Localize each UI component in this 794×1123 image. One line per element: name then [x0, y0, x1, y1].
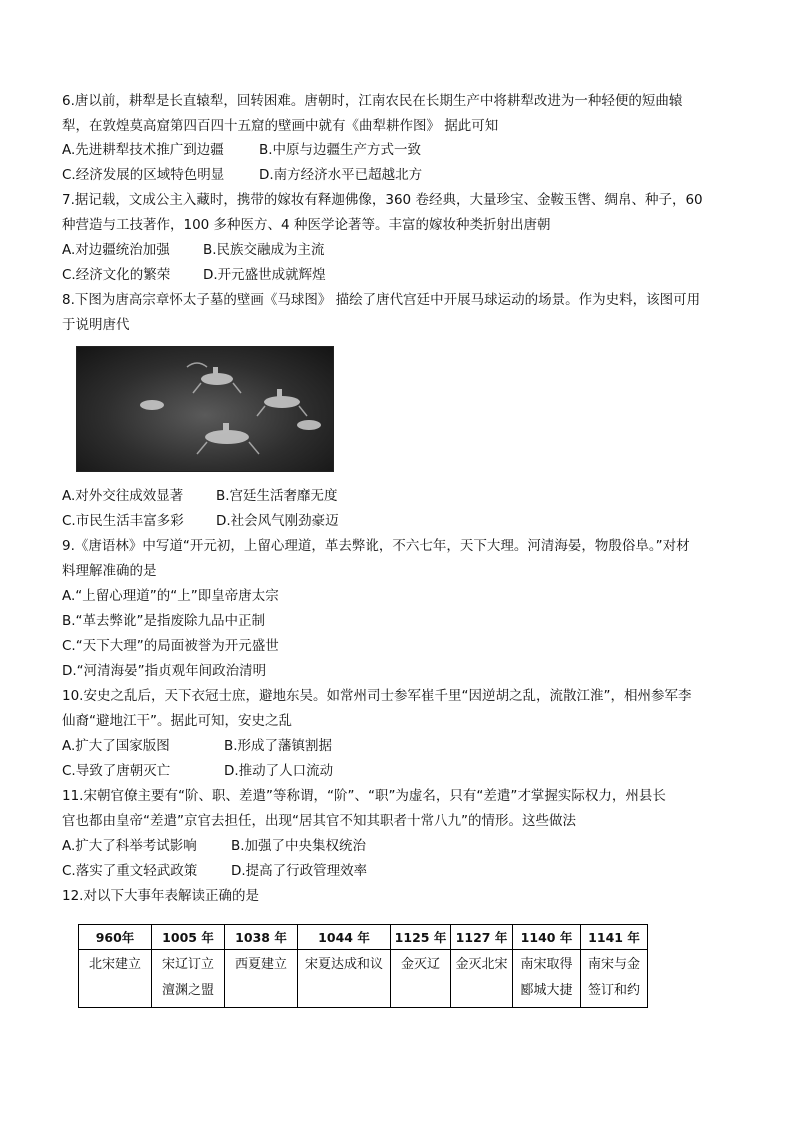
question-10-option-d: D.推动了人口流动 [224, 763, 334, 779]
event-cell [79, 950, 152, 1008]
event-cell [391, 950, 451, 1008]
question-7-line-1: 7.据记载，文成公主入藏时，携带的嫁妆有释迦佛像，360 卷经典，大量珍宝、金鞍玉辔、绸帛、种子，60 [62, 192, 703, 208]
question-8-option-c: C.市民生活丰富多彩 [62, 513, 184, 529]
chronology-table [78, 924, 648, 1008]
question-7-option-d: D.开元盛世成就辉煌 [203, 267, 326, 283]
question-10-option-a: A.扩大了国家版图 [62, 738, 170, 754]
question-6-line-1: 6.唐以前，耕犁是长直辕犁，回转困难。唐朝时，江南农民在长期生产中将耕犁改进为一种轻便的短曲辕 [62, 93, 683, 109]
year-cell: 1005 年 [152, 925, 225, 950]
event-text: 宋辽订立 [161, 957, 214, 972]
event-text: 西夏建立 [234, 957, 287, 972]
event-text: 金灭北宋 [455, 957, 508, 972]
year-cell: 1044 年 [298, 925, 391, 950]
question-11-option-c: C.落实了重文轻武政策 [62, 863, 198, 879]
table-header-row [79, 925, 648, 950]
question-10-line-2: 仙裔“避地江干”。据此可知，安史之乱 [62, 713, 292, 729]
question-9-option-b: B.“革去弊讹”是指废除九品中正制 [62, 613, 266, 629]
event-text: 金灭辽 [400, 957, 440, 972]
question-7-option-b: B.民族交融成为主流 [203, 242, 325, 258]
question-7-option-a: A.对边疆统治加强 [62, 242, 170, 258]
year-cell: 1141 年 [581, 925, 648, 950]
question-8-line-1: 8.下图为唐高宗章怀太子墓的壁画《马球图》 描绘了唐代宫廷中开展马球运动的场景。作为史料，该图可用 [62, 292, 701, 308]
event-cell [581, 950, 648, 1008]
event-text: 南宋取得 [520, 957, 573, 972]
question-11-option-d: D.提高了行政管理效率 [231, 863, 368, 879]
event-text: 签订和约 [587, 983, 640, 998]
year-cell: 1038 年 [225, 925, 298, 950]
year-cell: 1140 年 [513, 925, 581, 950]
event-cell [298, 950, 391, 1008]
question-8-option-a: A.对外交往成效显著 [62, 488, 184, 504]
table-row [79, 950, 648, 1008]
event-text: 北宋建立 [88, 957, 141, 972]
question-7-line-2: 种营造与工技著作，100 多种医方、4 种医学论著等。丰富的嫁妆种类折射出唐朝 [62, 217, 551, 233]
question-10-option-c: C.导致了唐朝灭亡 [62, 763, 171, 779]
question-10-option-b: B.形成了藩镇割据 [224, 738, 333, 754]
question-6-option-b: B.中原与边疆生产方式一致 [259, 142, 422, 158]
event-text: 宋夏达成和议 [304, 957, 383, 972]
event-text: 澶渊之盟 [161, 983, 214, 998]
event-text: 南宋与金 [587, 957, 640, 972]
event-cell [152, 950, 225, 1008]
event-cell [451, 950, 513, 1008]
event-text: 郾城大捷 [520, 983, 573, 998]
question-6-option-c: C.经济发展的区域特色明显 [62, 167, 225, 183]
question-10-line-1: 10.安史之乱后，天下衣冠士庶，避地东吴。如常州司士参军崔千里“因逆胡之乱，流散江淮”，相州参军李 [62, 688, 692, 704]
question-6-option-d: D.南方经济水平已超越北方 [259, 167, 423, 183]
question-9-option-a: A.“上留心理道”的“上”即皇帝唐太宗 [62, 588, 279, 604]
question-9-line-1: 9.《唐语林》中写道“开元初，上留心理道，革去弊讹，不六七年，天下大理。河清海晏，物殷俗阜。”对材 [62, 538, 690, 554]
question-9-option-c: C.“天下大理”的局面被誉为开元盛世 [62, 638, 279, 654]
question-6-line-2: 犁，在敦煌莫高窟第四百四十五窟的壁画中就有《曲犁耕作图》 据此可知 [62, 118, 499, 134]
year-cell: 1125 年 [391, 925, 451, 950]
question-8-option-b: B.宫廷生活奢靡无度 [216, 488, 338, 504]
polo-mural-image [76, 346, 334, 472]
question-8-line-2: 于说明唐代 [62, 317, 130, 333]
question-11-option-b: B.加强了中央集权统治 [231, 838, 367, 854]
year-cell: 960年 [79, 925, 152, 950]
polo-players-illustration [77, 347, 333, 471]
question-9-line-2: 料理解准确的是 [62, 563, 157, 579]
question-6-option-a: A.先进耕犁技术推广到边疆 [62, 142, 224, 158]
question-7-option-c: C.经济文化的繁荣 [62, 267, 171, 283]
question-11-option-a: A.扩大了科举考试影响 [62, 838, 197, 854]
question-9-option-d: D.“河清海晏”指贞观年间政治清明 [62, 663, 267, 679]
year-cell: 1127 年 [451, 925, 513, 950]
question-11-line-1: 11.宋朝官僚主要有“阶、职、差遣”等称谓，“阶”、“职”为虚名，只有“差遣”才掌握实际权力，州县长 [62, 788, 666, 804]
event-cell [225, 950, 298, 1008]
question-12-line-1: 12.对以下大事年表解读正确的是 [62, 888, 259, 904]
event-cell [513, 950, 581, 1008]
question-11-line-2: 官也都由皇帝“差遣”京官去担任，出现“居其官不知其职者十常八九”的情形。这些做法 [62, 813, 576, 829]
question-8-option-d: D.社会风气刚劲豪迈 [216, 513, 339, 529]
